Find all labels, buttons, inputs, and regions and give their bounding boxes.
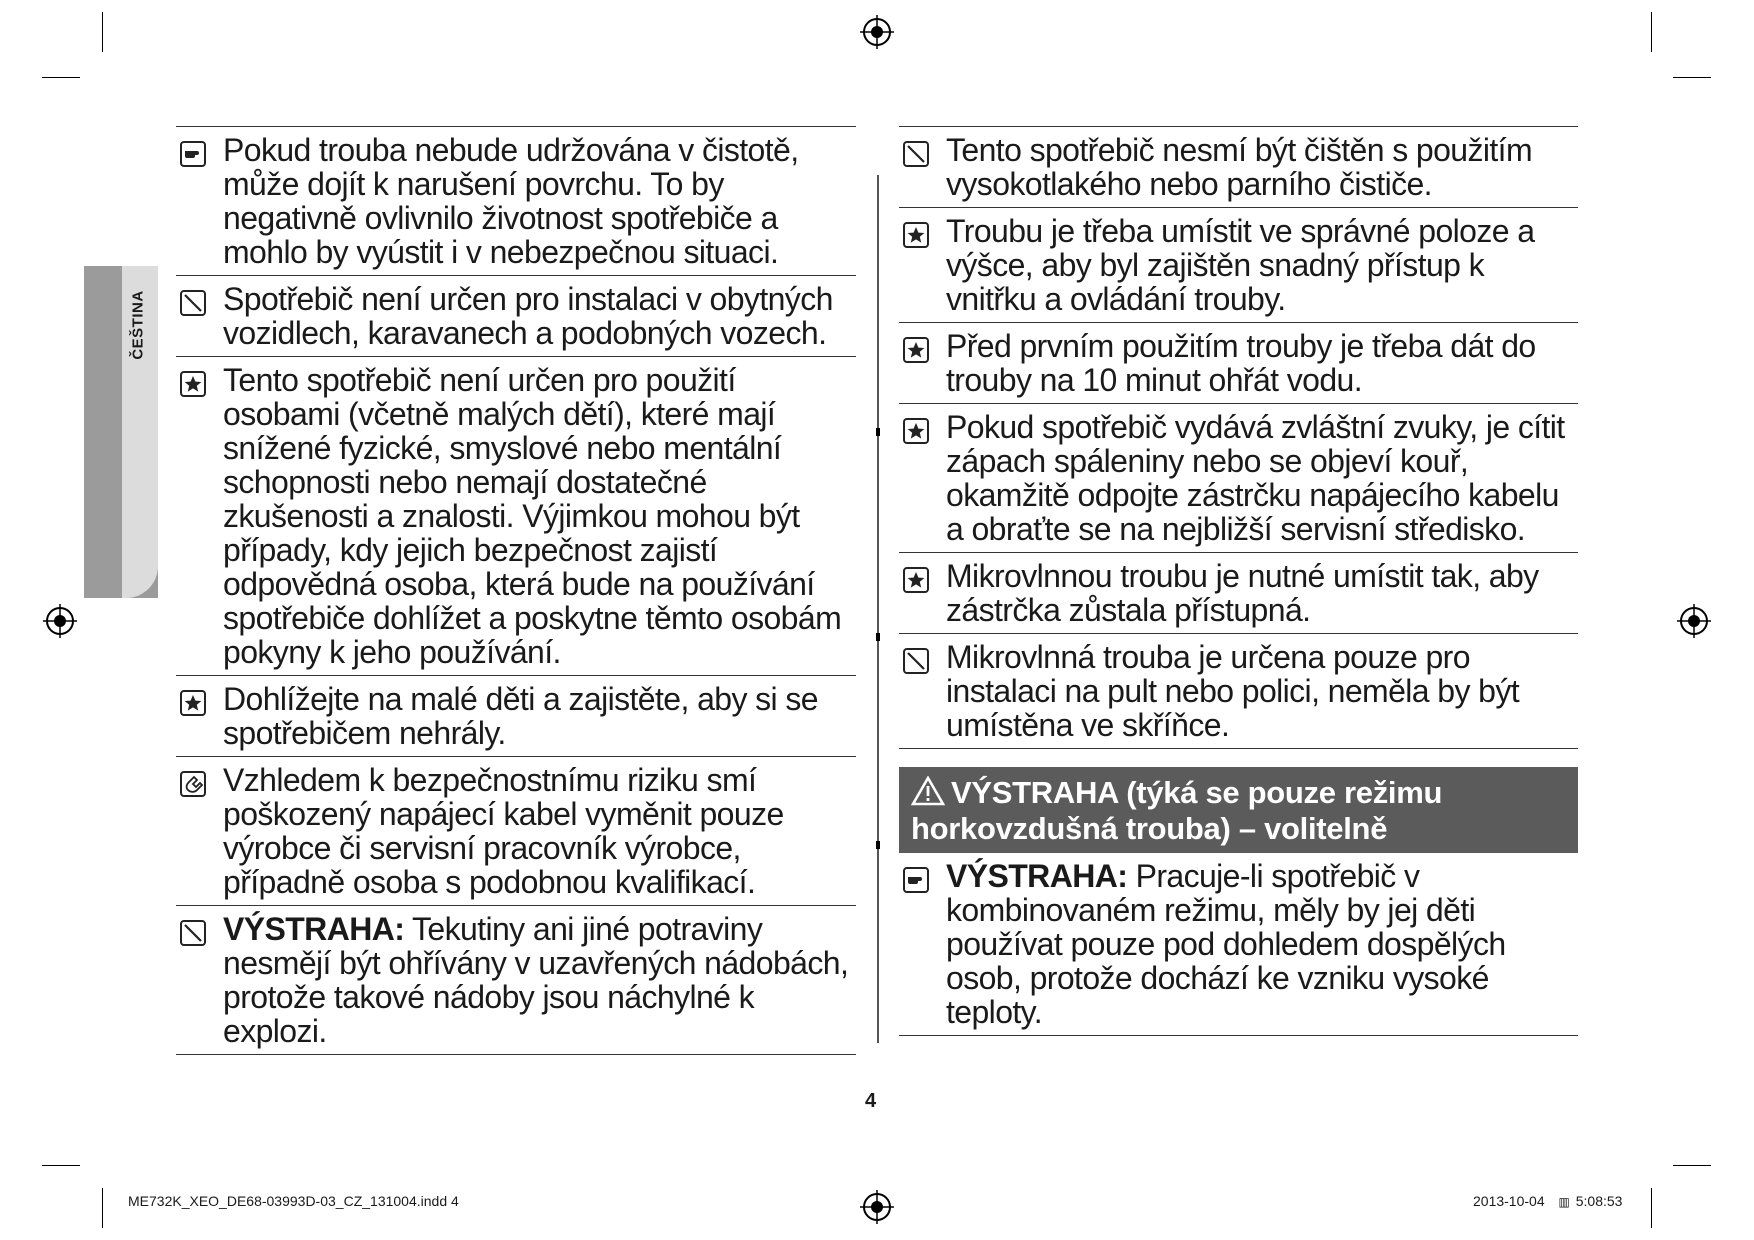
crop-mark bbox=[1673, 1165, 1711, 1166]
item-text bbox=[223, 133, 856, 269]
right-column bbox=[899, 126, 1578, 1036]
item-body: Pokud spotřebič vydává zvláštní zvuky, je cítit zápach spáleniny nebo se objeví kouř, okamžitě odpojte zástrčku napájecího kabelu a obraťte se na nejbližší servisní středisko. bbox=[946, 409, 1565, 547]
crop-mark bbox=[42, 77, 80, 78]
item-body: Dohlížejte na malé děti a zajistěte, aby si se spotřebičem nehrály. bbox=[223, 681, 818, 751]
list-item bbox=[899, 322, 1578, 403]
warning-triangle-icon bbox=[911, 776, 945, 806]
item-body: Tekutiny ani jiné potraviny nesmějí být ohřívány v uzavřených nádobách, protože takové nádoby jsou náchylné k explozi. bbox=[223, 911, 849, 1049]
list-item bbox=[176, 905, 856, 1055]
star-icon bbox=[903, 337, 929, 363]
item-body: Troubu je třeba umístit ve správné poloze a výšce, aby byl zajištěn snadný přístup k vnitřku a ovládání trouby. bbox=[946, 213, 1535, 317]
list-item bbox=[899, 552, 1578, 633]
crop-mark bbox=[1673, 77, 1711, 78]
list-item bbox=[176, 356, 856, 675]
item-body: Vzhledem k bezpečnostnímu riziku smí poškozený napájecí kabel vyměnit pouze výrobce či servisní pracovník výrobce, případně osoba s podobnou kvalifikací. bbox=[223, 762, 784, 900]
list-item bbox=[899, 853, 1578, 1036]
list-item bbox=[899, 126, 1578, 207]
crop-mark bbox=[1651, 12, 1652, 52]
star-icon bbox=[903, 222, 929, 248]
page-number: 4 bbox=[865, 1090, 877, 1112]
item-text bbox=[223, 912, 856, 1048]
registration-mark-icon bbox=[860, 1190, 894, 1224]
list-item bbox=[176, 756, 856, 905]
list-item bbox=[899, 403, 1578, 552]
item-text bbox=[946, 329, 1578, 397]
item-body: Spotřebič není určen pro instalaci v obytných vozidlech, karavanech a podobných vozech. bbox=[223, 281, 833, 351]
warning-item-wrap bbox=[899, 853, 1578, 1036]
star-icon bbox=[903, 567, 929, 593]
item-body: Mikrovlnná trouba je určena pouze pro instalaci na pult nebo polici, neměla by být umístěna ve skříňce. bbox=[946, 639, 1520, 743]
warning-label: VÝSTRAHA: bbox=[223, 911, 405, 947]
item-body: Pracuje-li spotřebič v kombinovaném režimu, měly by jej děti používat pouze pod dohledem dospělých osob, protože dochází ke vzniku vysoké teploty. bbox=[946, 858, 1506, 1030]
footer-timestamp bbox=[1473, 1193, 1622, 1209]
calendar-icon: ▥ bbox=[1558, 1195, 1570, 1209]
item-text bbox=[223, 363, 856, 669]
item-text bbox=[946, 559, 1578, 627]
registration-mark-icon bbox=[1677, 604, 1711, 638]
right-items bbox=[899, 126, 1578, 749]
language-label: ČEŠTINA bbox=[129, 290, 147, 360]
registration-mark-icon bbox=[860, 15, 894, 49]
divider-dot bbox=[876, 428, 880, 436]
column-divider bbox=[877, 175, 879, 1043]
warning-label: VÝSTRAHA: bbox=[946, 858, 1128, 894]
footer-filename: ME732K_XEO_DE68-03993D-03_CZ_131004.indd 4 bbox=[128, 1193, 459, 1209]
registration-mark-icon bbox=[43, 604, 77, 638]
item-body: Mikrovlnnou troubu je nutné umístit tak, aby zástrčka zůstala přístupná. bbox=[946, 558, 1539, 628]
left-column bbox=[176, 126, 856, 1055]
item-text bbox=[223, 282, 856, 350]
list-item bbox=[176, 675, 856, 756]
prohibited-icon bbox=[180, 920, 206, 946]
list-item bbox=[176, 275, 856, 356]
item-body: Tento spotřebič není určen pro použití osobami (včetně malých dětí), které mají snížené fyzické, smyslové nebo mentální schopnosti nebo nemají dostatečné zkušenosti a znalosti. Výjimkou mohou být případy, kdy jejich bezpečnost zajistí odpovědná osoba, která bude na používání spotřebiče dohlížet a poskytne těmto osobám pokyny k jeho používání. bbox=[223, 362, 842, 670]
list-item bbox=[176, 126, 856, 275]
prohibited-icon bbox=[903, 141, 929, 167]
item-text bbox=[946, 133, 1578, 201]
hand-point-icon bbox=[903, 867, 929, 893]
list-item bbox=[899, 633, 1578, 749]
hand-point-icon bbox=[180, 141, 206, 167]
item-text bbox=[946, 410, 1578, 546]
item-body: Pokud trouba nebude udržována v čistotě, může dojít k narušení povrchu. To by negativně ovlivnilo životnost spotřebiče a mohlo by vyústit i v nebezpečnou situaci. bbox=[223, 132, 799, 270]
star-icon bbox=[903, 418, 929, 444]
prohibited-icon bbox=[903, 648, 929, 674]
crop-mark bbox=[42, 1165, 80, 1166]
item-text bbox=[946, 640, 1578, 742]
crop-mark bbox=[102, 12, 103, 52]
footer-time: 5:08:53 bbox=[1575, 1193, 1623, 1209]
item-body: Před prvním použitím trouby je třeba dát do trouby na 10 minut ohřát vodu. bbox=[946, 328, 1536, 398]
list-item bbox=[899, 207, 1578, 322]
prohibited-icon bbox=[180, 290, 206, 316]
divider-dot bbox=[876, 633, 880, 641]
item-text bbox=[946, 859, 1578, 1029]
star-icon bbox=[180, 690, 206, 716]
divider-dot bbox=[876, 841, 880, 849]
item-body: Tento spotřebič nesmí být čištěn s použitím vysokotlakého nebo parního čističe. bbox=[946, 132, 1533, 202]
warning-header: VÝSTRAHA (týká se pouze režimu horkovzdušná trouba) – volitelně bbox=[899, 767, 1578, 853]
crop-mark bbox=[1651, 1188, 1652, 1228]
star-icon bbox=[180, 371, 206, 397]
phone-icon bbox=[180, 771, 206, 797]
footer-date: 2013-10-04 bbox=[1473, 1193, 1545, 1209]
crop-mark bbox=[102, 1188, 103, 1228]
item-text bbox=[946, 214, 1578, 316]
item-text bbox=[223, 763, 856, 899]
item-text bbox=[223, 682, 856, 750]
